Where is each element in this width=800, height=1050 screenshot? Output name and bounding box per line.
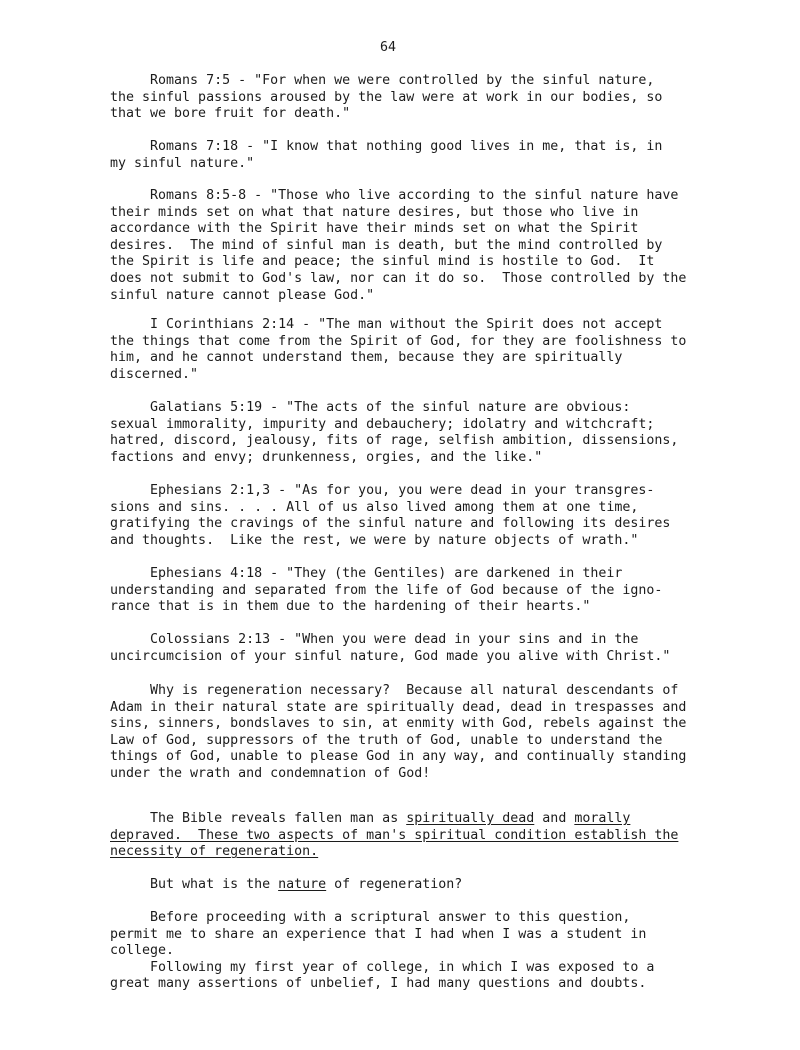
- ephesians-4-18-paragraph: Ephesians 4:18 - "They (the Gentiles) are darkened in their understanding and separated from the life of God because of the igno- rance that is in them due to the hardening of their hearts.": [110, 566, 663, 615]
- text-run: and: [534, 811, 575, 826]
- colossians-2-13-paragraph: Colossians 2:13 - "When you were dead in your sins and in the uncircumcision of your sinful nature, God made you alive with Christ.": [110, 632, 671, 664]
- text-run: of regeneration?: [326, 877, 463, 892]
- underlined-phrase: morally: [574, 811, 631, 826]
- romans-7-18-paragraph: Romans 7:18 - "I know that nothing good lives in me, that is, in my sinful nature.": [110, 139, 663, 171]
- underlined-word: nature: [278, 877, 327, 892]
- why-regeneration-paragraph: Why is regeneration necessary? Because all natural descendants of Adam in their natural state are spiritually dead, dead in trespasses and sins, sinners, bondslaves to sin, at enmity with God, rebels against the Law of God, suppressors of the truth of God, unable to understand the things of God, unable to please God in any way, and continually standing under the wrath and condemnation of God!: [110, 683, 687, 781]
- text-run: The Bible reveals fallen man as: [110, 811, 407, 826]
- text-run: But what is the: [110, 877, 279, 892]
- fallen-man-paragraph: [110, 811, 710, 861]
- experience-paragraph: Before proceeding with a scriptural answer to this question, permit me to share an experience that I had when I was a student in college. Following my first year of college, in which I was exposed to a great many assertions of unbelief, I had many questions and doubts.: [110, 910, 655, 992]
- galatians-5-19-paragraph: Galatians 5:19 - "The acts of the sinful nature are obvious: sexual immorality, impurity and debauchery; idolatry and witchcraft; hatred, discord, jealousy, fits of rage, selfish ambition, dissensions, factions and envy; drunkenness, orgies, and the like.": [110, 400, 679, 465]
- ephesians-2-1-3-paragraph: Ephesians 2:1,3 - "As for you, you were dead in your transgres- sions and sins. . . . All of us also lived among them at one time, gratifying the cravings of the sinful nature and following its desires and thoughts. Like the rest, we were by nature objects of wrath.": [110, 483, 671, 548]
- i-corinthians-2-14-paragraph: I Corinthians 2:14 - "The man without the Spirit does not accept the things that come from the Spirit of God, for they are foolishness to him, and he cannot understand them, because they are spiritually discerned.": [110, 317, 687, 382]
- underlined-phrase: depraved. These two aspects of man's spiritual condition establish the necessity of regeneration.: [110, 827, 679, 860]
- nature-question-paragraph: [110, 877, 710, 894]
- page-number: 64: [379, 40, 396, 55]
- romans-7-5-paragraph: Romans 7:5 - "For when we were controlled by the sinful nature, the sinful passions aroused by the law were at work in our bodies, so that we bore fruit for death.": [110, 73, 663, 122]
- romans-8-5-8-paragraph: Romans 8:5-8 - "Those who live according to the sinful nature have their minds set on what that nature desires, but those who live in accordance with the Spirit have their minds set on what the Spirit desires. The mind of sinful man is death, but the mind controlled by the Spirit is life and peace; the sinful mind is hostile to God. It does not submit to God's law, nor can it do so. Those controlled by the sinful nature cannot please God.": [110, 188, 687, 303]
- underlined-phrase: spiritually dead: [406, 811, 535, 826]
